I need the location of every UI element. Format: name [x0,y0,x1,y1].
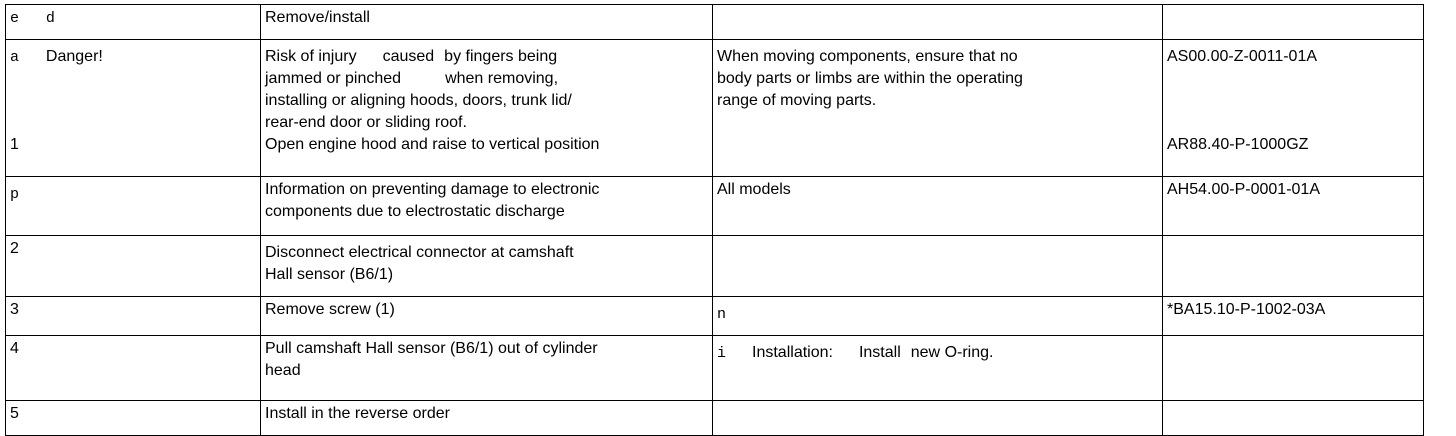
table-row [6,40,1424,177]
step-number: 1 [10,136,19,153]
symbol-cell [6,40,261,177]
operation-title: Remove/install [265,9,370,26]
table-row [6,401,1424,436]
symbol-cell [6,5,261,40]
reference-cell [1163,236,1424,297]
note-cell [713,236,1163,297]
step-number: 4 [10,340,19,357]
operation-cell [261,5,713,40]
reference-cell [1163,401,1424,436]
installation-label: Installation: [752,344,833,361]
table-row [6,5,1424,40]
symbol-cell [6,401,261,436]
reference-cell [1163,40,1424,177]
procedure-table [5,4,1424,436]
symbol-cell [6,236,261,297]
note-cell: i Installation: Install new O-ring. [713,336,1163,401]
esd-warning-icon: p [10,186,20,203]
symbol-cell [6,297,261,336]
table-row [6,336,1424,401]
reference-link[interactable]: AH54.00-P-0001-01A [1167,181,1320,198]
note-cell: All models [713,177,1163,236]
step-text: Open engine hood and raise to vertical position [265,136,600,153]
reference-link[interactable]: AS00.00-Z-0011-01A [1167,48,1318,65]
operation-cell: Information on preventing damage to electronic components due to electrostatic discharge [261,177,713,236]
step-number: 3 [10,301,19,318]
danger-label: Danger! [45,48,103,65]
note-icon: n [717,306,727,323]
reference-link[interactable]: AR88.40-P-1000GZ [1167,136,1309,153]
step-number: 2 [10,240,19,257]
operation-cell: Pull camshaft Hall sensor (B6/1) out of cylinder head [261,336,713,401]
symbol-cell [6,177,261,236]
table-row [6,297,1424,336]
operation-cell: Disconnect electrical connector at camshaft Hall sensor (B6/1) [261,236,713,297]
reference-cell [1163,297,1424,336]
table-row [6,177,1424,236]
symbol-d-icon: d [45,10,55,27]
reference-cell [1163,336,1424,401]
symbol-e-icon: e [10,10,20,27]
reference-cell [1163,5,1424,40]
note-cell [713,297,1163,336]
info-icon: i [717,345,727,362]
reference-link[interactable]: *BA15.10-P-1002-03A [1167,301,1326,318]
symbol-cell [6,336,261,401]
operation-cell: Install in the reverse order [261,401,713,436]
note-cell [713,5,1163,40]
operation-cell: Risk of injury caused by fingers being jammed or pinched when removing, installing or aligning hoods, doors, trunk lid/ rear-end door or sliding roof. Open engine hood and raise to vertical position [261,40,713,177]
table-row [6,236,1424,297]
danger-icon: a [10,49,20,66]
note-cell: When moving components, ensure that no body parts or limbs are within the operating range of moving parts. [713,40,1163,177]
step-number: 5 [10,405,19,422]
operation-cell: Remove screw (1) [261,297,713,336]
reference-cell [1163,177,1424,236]
note-cell [713,401,1163,436]
